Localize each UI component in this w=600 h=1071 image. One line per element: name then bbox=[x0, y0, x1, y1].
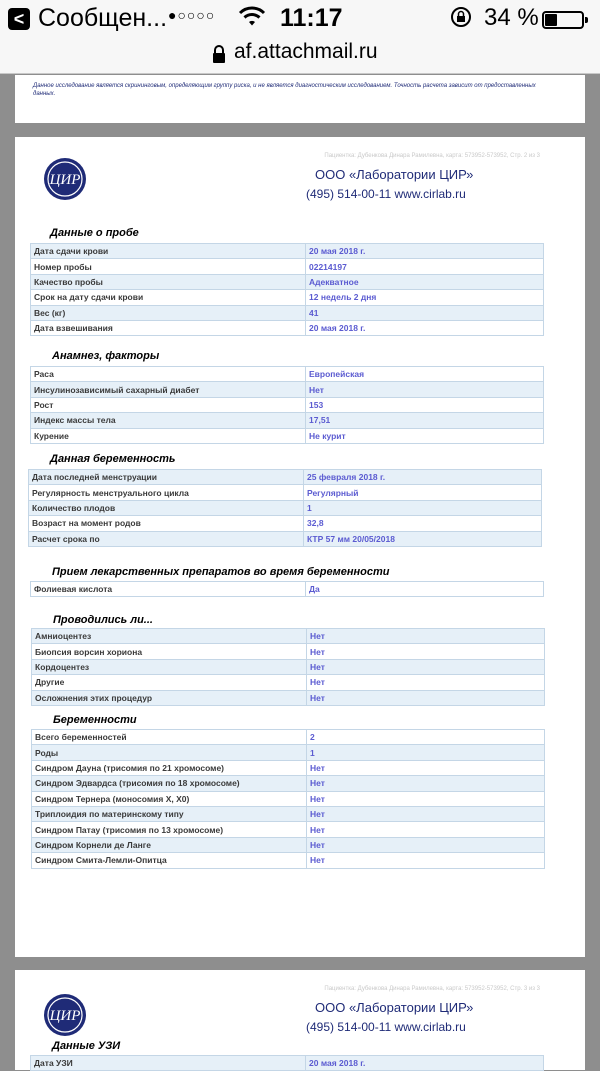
document-page-2 bbox=[15, 137, 585, 957]
cir-logo bbox=[43, 993, 87, 1037]
disclaimer-text: Данное исследование является скрининговым, определяющим группу риска, и не является диагностическим исследованием. Точность расчета зависит от предоставленных данных. bbox=[33, 83, 536, 97]
table-row: Возраст на момент родов 32,8 bbox=[29, 516, 542, 531]
table-procedures bbox=[31, 628, 545, 706]
table-row: Триплоидия по материнскому типу Нет bbox=[32, 806, 545, 821]
table-row: Инсулинозависимый сахарный диабет Нет bbox=[31, 382, 544, 397]
url-bar[interactable] bbox=[0, 38, 600, 74]
signal-strength: ●○○○○ bbox=[168, 7, 216, 23]
table-row: Дата взвешивания 20 мая 2018 г. bbox=[31, 320, 544, 335]
section-title-ultrasound: Данные УЗИ bbox=[52, 1040, 121, 1052]
table-pregnancies bbox=[31, 729, 545, 869]
company-contact: (495) 514-00-11 www.cirlab.ru bbox=[306, 1020, 466, 1034]
table-row: Количество плодов 1 bbox=[29, 500, 542, 515]
battery-icon bbox=[542, 11, 584, 29]
section-title-anamnesis: Анамнез, факторы bbox=[52, 350, 160, 362]
table-row: Роды 1 bbox=[32, 745, 545, 760]
table-row: Дата последней менструации 25 февраля 2018 г. bbox=[29, 470, 542, 485]
section-title-pregnancy: Данная беременность bbox=[50, 453, 176, 465]
patient-info: Пациентка: Дубенкова Динара Рамилевна, карта: 573952-573952, Стр. 3 из 3 bbox=[324, 986, 540, 992]
back-to-app-label[interactable]: Сообщен... bbox=[38, 4, 168, 32]
patient-info: Пациентка: Дубенкова Динара Рамилевна, карта: 573952-573952, Стр. 2 из 3 bbox=[324, 153, 540, 159]
url-text[interactable]: af.attachmail.ru bbox=[234, 40, 378, 63]
cir-logo bbox=[43, 157, 87, 201]
table-anamnesis bbox=[30, 366, 544, 444]
rotation-lock-icon bbox=[450, 6, 472, 28]
table-ultrasound bbox=[30, 1055, 544, 1071]
padlock-icon bbox=[211, 44, 227, 64]
section-title-medications: Прием лекарственных препаратов во время беременности bbox=[52, 566, 390, 578]
company-contact: (495) 514-00-11 www.cirlab.ru bbox=[306, 187, 466, 201]
section-title-procedures: Проводились ли... bbox=[53, 614, 153, 626]
table-medications bbox=[30, 581, 544, 597]
table-row: Синдром Патау (трисомия по 13 хромосоме) Нет bbox=[32, 822, 545, 837]
table-row: Биопсия ворсин хориона Нет bbox=[32, 644, 545, 659]
table-row: Номер пробы 02214197 bbox=[31, 259, 544, 274]
table-row: Срок на дату сдачи крови 12 недель 2 дня bbox=[31, 290, 544, 305]
table-row: Качество пробы Адекватное bbox=[31, 274, 544, 289]
table-row: Индекс массы тела 17,51 bbox=[31, 413, 544, 428]
clock: 11:17 bbox=[280, 4, 343, 32]
table-row: Синдром Дауна (трисомия по 21 хромосоме) Нет bbox=[32, 760, 545, 775]
table-row: Амниоцентез Нет bbox=[32, 629, 545, 644]
table-row: Другие Нет bbox=[32, 675, 545, 690]
document-page-3 bbox=[15, 970, 585, 1070]
table-row: Осложнения этих процедур Нет bbox=[32, 690, 545, 705]
table-row: Расчет срока по КТР 57 мм 20/05/2018 bbox=[29, 531, 542, 546]
table-row: Фолиевая кислота Да bbox=[31, 582, 544, 597]
section-title-sample: Данные о пробе bbox=[50, 227, 139, 239]
back-to-app-icon[interactable]: < bbox=[8, 8, 30, 30]
table-row: Синдром Корнели де Ланге Нет bbox=[32, 837, 545, 852]
table-row: Дата сдачи крови 20 мая 2018 г. bbox=[31, 244, 544, 259]
table-row: Дата УЗИ 20 мая 2018 г. bbox=[31, 1056, 544, 1071]
svg-text:ЦИР: ЦИР bbox=[49, 1008, 81, 1024]
status-bar bbox=[0, 0, 600, 38]
table-row: Всего беременностей 2 bbox=[32, 730, 545, 745]
company-name: ООО «Лаборатории ЦИР» bbox=[315, 1000, 474, 1015]
section-title-pregnancies: Беременности bbox=[53, 714, 137, 726]
table-row: Рост 153 bbox=[31, 397, 544, 412]
table-row: Курение Не курит bbox=[31, 428, 544, 443]
table-row: Синдром Эдвардса (трисомия по 18 хромосоме) Нет bbox=[32, 776, 545, 791]
table-pregnancy bbox=[28, 469, 542, 547]
document-page-1 bbox=[15, 75, 585, 123]
svg-text:ЦИР: ЦИР bbox=[49, 172, 81, 188]
company-name: ООО «Лаборатории ЦИР» bbox=[315, 167, 474, 182]
table-row: Вес (кг) 41 bbox=[31, 305, 544, 320]
battery-percent: 34 % bbox=[484, 4, 539, 31]
table-row: Синдром Тернера (моносомия X, X0) Нет bbox=[32, 791, 545, 806]
table-row: Регулярность менструального цикла Регулярный bbox=[29, 485, 542, 500]
table-row: Синдром Смита-Лемли-Опитца Нет bbox=[32, 853, 545, 868]
table-row: Кордоцентез Нет bbox=[32, 659, 545, 674]
table-sample bbox=[30, 243, 544, 336]
wifi-icon bbox=[238, 4, 266, 28]
table-row: Раса Европейская bbox=[31, 367, 544, 382]
